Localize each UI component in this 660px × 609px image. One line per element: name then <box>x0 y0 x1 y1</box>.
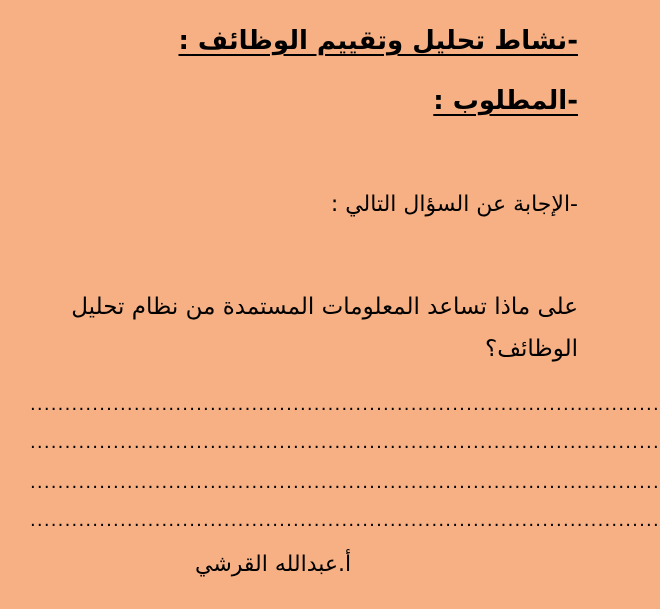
answer-line: ........................................................................................... <box>30 472 660 493</box>
question-text: على ماذا تساعد المعلومات المستمدة من نظام تحليل الوظائف؟ <box>71 294 578 362</box>
answer-line: ........................................................................................... <box>30 394 660 415</box>
answer-line: ........................................................................................... <box>30 510 660 531</box>
activity-title: -نشاط تحليل وتقييم الوظائف : <box>178 26 578 56</box>
author-name: أ.عبدالله القرشي <box>195 552 352 577</box>
answer-line: ........................................................................................... <box>30 432 660 453</box>
required-heading: -المطلوب : <box>433 86 578 116</box>
instruction-text: -الإجابة عن السؤال التالي : <box>330 192 578 217</box>
